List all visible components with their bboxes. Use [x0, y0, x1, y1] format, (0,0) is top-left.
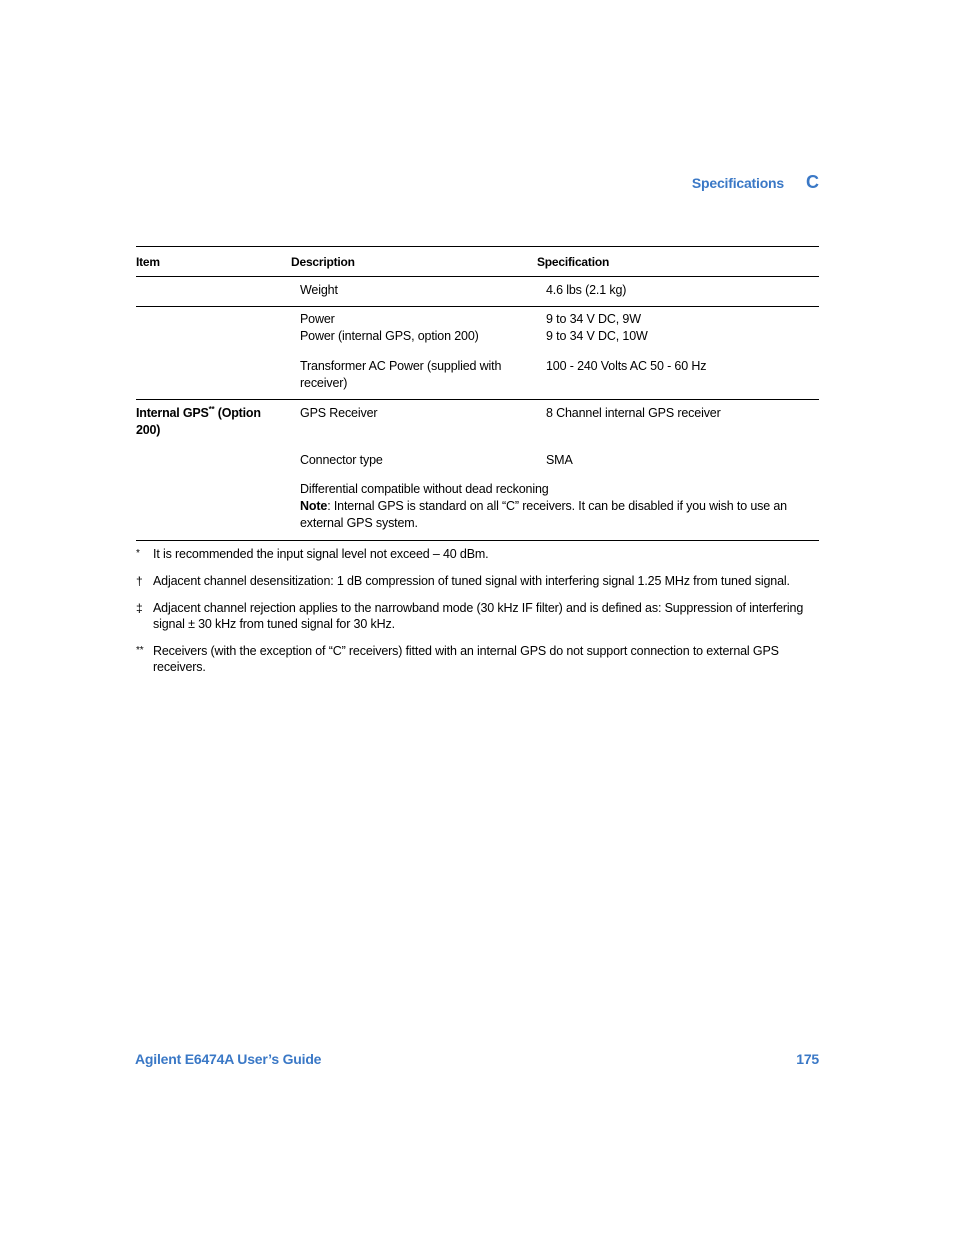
table-row-power: [136, 307, 819, 400]
transformer-specification: 100 - 240 Volts AC 50 - 60 Hz: [546, 359, 707, 373]
connector-type-specification: SMA: [546, 453, 573, 467]
transformer-description: Transformer AC Power (supplied with receiver): [300, 359, 502, 390]
guide-title: Agilent E6474A User’s Guide: [135, 1051, 322, 1067]
footnote-text: Receivers (with the exception of “C” receivers) fitted with an internal GPS do not support connection to external GPS receivers.: [153, 644, 779, 674]
power-specification: 9 to 34 V DC, 9W: [546, 312, 641, 326]
weight-specification: 4.6 lbs (2.1 kg): [546, 283, 627, 297]
footnote-text: Adjacent channel rejection applies to the narrowband mode (30 kHz IF filter) and is defined as: Suppression of interfering signal ± 30 kHz from tuned signal for 30 kHz.: [153, 601, 804, 631]
chapter-letter: C: [806, 172, 819, 192]
table-row-weight: [136, 277, 819, 307]
footnote-dagger: [136, 573, 819, 589]
power-description: Power: [300, 312, 335, 326]
footnote-double-dagger: [136, 600, 819, 632]
column-header-specification: Specification: [537, 254, 610, 269]
table-row-internal-gps: [136, 400, 819, 541]
gps-note-block: [300, 481, 810, 532]
internal-gps-item: [136, 405, 276, 439]
section-title: Specifications: [691, 175, 784, 191]
specifications-table: [136, 246, 819, 541]
gps-receiver-specification: 8 Channel internal GPS receiver: [546, 406, 721, 420]
power-gps-specification: 9 to 34 V DC, 10W: [546, 329, 648, 343]
internal-gps-label: Internal GPS: [136, 406, 209, 420]
footnote-mark: **: [136, 645, 144, 656]
page-number: 175: [796, 1051, 819, 1067]
page-footer: [135, 1051, 819, 1067]
gps-receiver-description: GPS Receiver: [300, 406, 378, 420]
footnote-mark: *: [136, 548, 140, 559]
column-header-description: Description: [291, 254, 355, 269]
table-header-row: [136, 247, 819, 277]
footnote-text: It is recommended the input signal level not exceed – 40 dBm.: [153, 547, 489, 561]
page-header: [692, 172, 819, 193]
note-text: : Internal GPS is standard on all “C” receivers. It can be disabled if you wish to use an external GPS system.: [300, 499, 787, 530]
internal-gps-note: [300, 498, 810, 532]
note-label: Note: [300, 499, 328, 513]
footnote-text: Adjacent channel desensitization: 1 dB compression of tuned signal with interfering signal 1.25 MHz from tuned signal.: [153, 574, 790, 588]
weight-description: Weight: [300, 283, 338, 297]
footnote-double-asterisk: [136, 643, 819, 675]
footnote-ref-double-asterisk: **: [208, 404, 215, 414]
differential-note: Differential compatible without dead reckoning: [300, 482, 549, 496]
footnote-mark: †: [136, 574, 143, 588]
column-header-item: Item: [136, 254, 160, 269]
footnotes: [136, 546, 819, 675]
power-gps-description: Power (internal GPS, option 200): [300, 329, 479, 343]
connector-type-description: Connector type: [300, 453, 383, 467]
footnote-mark: ‡: [136, 601, 143, 615]
footnote-asterisk: [136, 546, 819, 562]
internal-gps-option: (Option 200): [136, 406, 261, 437]
